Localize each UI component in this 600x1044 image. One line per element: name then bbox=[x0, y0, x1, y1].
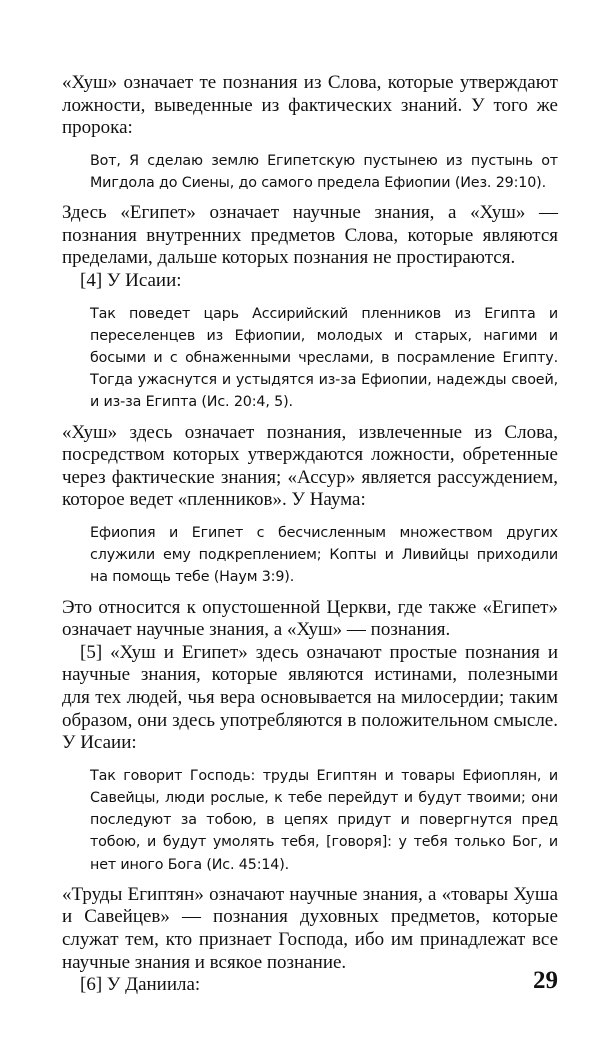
paragraph-hush-and-egypt: [5] «Хуш и Египет» здесь означают простые познания и научные знания, которые являются истинами, полезными для тех людей, чья вера основывается на милосердии; таким образом, они здесь употребляются в положительном смысле. У Исаии: bbox=[62, 641, 558, 754]
paragraph-hush-here: «Хуш» здесь означает познания, извлеченные из Слова, посредством которых утверждаются ложности, обретенные через фактические знания; «Ассур» является рассуждением, которое ведет «пленников». У Наума: bbox=[62, 421, 558, 511]
paragraph-labors-of-egyptians: «Труды Египтян» означают научные знания, а «товары Хуша и Савейцев» — познания духовных предметов, которые служат тем, кто признает Господа, ибо им принадлежат все научные знания и всякое познание. bbox=[62, 883, 558, 973]
quote-isaiah-45-14: Так говорит Господь: труды Египтян и товары Ефиоплян, и Савейцы, люди рослые, к тебе перейдут и будут твоими; они последуют за тобою, в цепях придут и повергнутся пред тобою, и будут умолять тебя, [говоря]: у тебя только Бог, и нет иного Бога (Ис. 45:14). bbox=[90, 767, 558, 873]
last-line bbox=[62, 967, 558, 998]
paragraph-devastated-church: Это относится к опустошенной Церкви, где также «Египет» означает научные знания, а «Хуш» — познания. bbox=[62, 596, 558, 641]
paragraph-daniel-intro: [6] У Даниила: bbox=[80, 974, 201, 996]
quote-nahum-3-9: Ефиопия и Египет с бесчисленным множеством других служили ему подкреплением; Копты и Ливийцы приходили на помощь тебе (Наум 3:9). bbox=[90, 524, 558, 586]
page-number: 29 bbox=[533, 967, 558, 995]
paragraph-hush-definition: «Хуш» означает те познания из Слова, которые утверждают ложности, выведенные из фактических знаний. У того же пророка: bbox=[62, 72, 558, 139]
page-body bbox=[62, 72, 558, 998]
paragraph-egypt-meaning: Здесь «Египет» означает научные знания, а «Хуш» — познания внутренних предметов Слова, которые являются пределами, дальше которых познания не простираются. bbox=[62, 202, 558, 269]
quote-ezekiel-29-10: Вот, Я сделаю землю Египетскую пустынею из пустынь от Мигдола до Сиены, до самого предела Ефиопии (Иез. 29:10). bbox=[90, 152, 558, 191]
paragraph-isaiah-intro: [4] У Исаии: bbox=[80, 269, 182, 291]
quote-isaiah-20-4: Так поведет царь Ассирийский пленников из Египта и переселенцев из Ефиопии, молодых и старых, нагими и босыми и с обнаженными чреслами, в посрамление Египту. Тогда ужаснутся и устыдятся из-за Ефиопии, надежды своей, и из-за Египта (Ис. 20:4, 5). bbox=[90, 305, 558, 411]
